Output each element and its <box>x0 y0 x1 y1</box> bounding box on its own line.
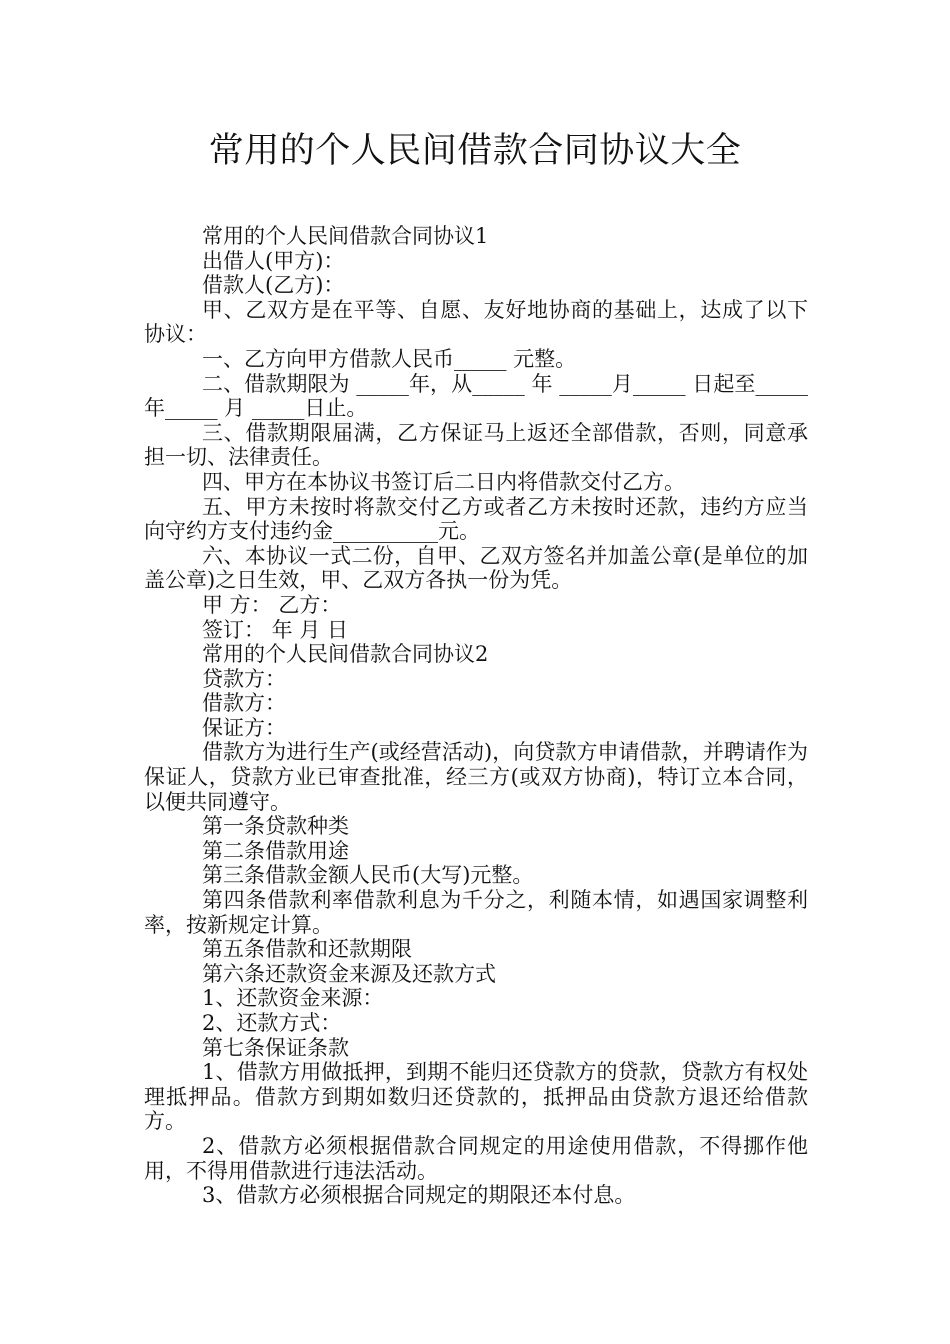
paragraph: 甲、乙双方是在平等、自愿、友好地协商的基础上，达成了以下协议： <box>144 297 808 347</box>
paragraph: 借款方： <box>202 691 286 716</box>
paragraph: 四、甲方在本协议书签订后二日内将借款交付乙方。 <box>202 469 685 494</box>
paragraph: 六、本协议一式二份，自甲、乙双方签名并加盖公章(是单位的加盖公章)之日生效，甲、乙双方各执一份为凭。 <box>144 543 808 593</box>
document-title: 常用的个人民间借款合同协议大全 <box>208 131 742 171</box>
paragraph: 2、借款方必须根据借款合同规定的用途使用借款，不得挪作他用，不得用借款进行违法活动。 <box>144 1133 808 1183</box>
paragraph: 一、乙方向甲方借款人民币_____ 元整。 <box>202 346 577 371</box>
paragraph: 第四条借款利率借款利息为千分之，利随本情，如遇国家调整利率，按新规定计算。 <box>144 888 808 937</box>
date-line: 签订： 年 月 日 <box>202 617 349 642</box>
paragraph: 1、借款方用做抵押，到期不能归还贷款方的贷款，贷款方有权处理抵押品。借款方到期如数归还贷款的，抵押品由贷款方退还给借款方。 <box>144 1060 808 1134</box>
paragraph: 第五条借款和还款期限 <box>202 937 412 962</box>
paragraph: 出借人(甲方)： <box>202 248 345 273</box>
paragraph: 第三条借款金额人民币(大写)元整。 <box>202 863 534 888</box>
paragraph: 五、甲方未按时将款交付乙方或者乙方未按时还款，违约方应当向守约方支付违约金__________元。 <box>144 494 808 544</box>
paragraph: 二、借款期限为 _____年，从_____ 年 _____月_____ 日起至_____ 年_____ 月 _____日止。 <box>144 371 815 421</box>
paragraph-heading: 常用的个人民间借款合同协议1 <box>202 224 489 248</box>
paragraph: 第二条借款用途 <box>202 838 349 863</box>
document-body <box>144 224 815 1208</box>
paragraph: 第七条保证条款 <box>202 1035 349 1060</box>
paragraph: 第一条贷款种类 <box>202 814 349 839</box>
paragraph: 第六条还款资金来源及还款方式 <box>202 961 496 986</box>
paragraph: 借款人(乙方)： <box>202 273 345 298</box>
paragraph-heading: 常用的个人民间借款合同协议2 <box>202 642 489 667</box>
paragraph: 借款方为进行生产(或经营活动)，向贷款方申请借款，并聘请作为保证人，贷款方业已审查批准，经三方(或双方协商)，特订立本合同，以便共同遵守。 <box>144 740 808 814</box>
paragraph: 3、借款方必须根据合同规定的期限还本付息。 <box>202 1183 636 1208</box>
paragraph: 保证方： <box>202 715 286 740</box>
paragraph: 2、还款方式： <box>202 1011 342 1035</box>
paragraph: 贷款方： <box>202 666 286 691</box>
paragraph: 1、还款资金来源： <box>202 986 384 1011</box>
paragraph: 三、借款期限届满，乙方保证马上返还全部借款，否则，同意承担一切、法律责任。 <box>144 420 808 470</box>
signature-line: 甲 方： 乙方： <box>202 592 342 617</box>
